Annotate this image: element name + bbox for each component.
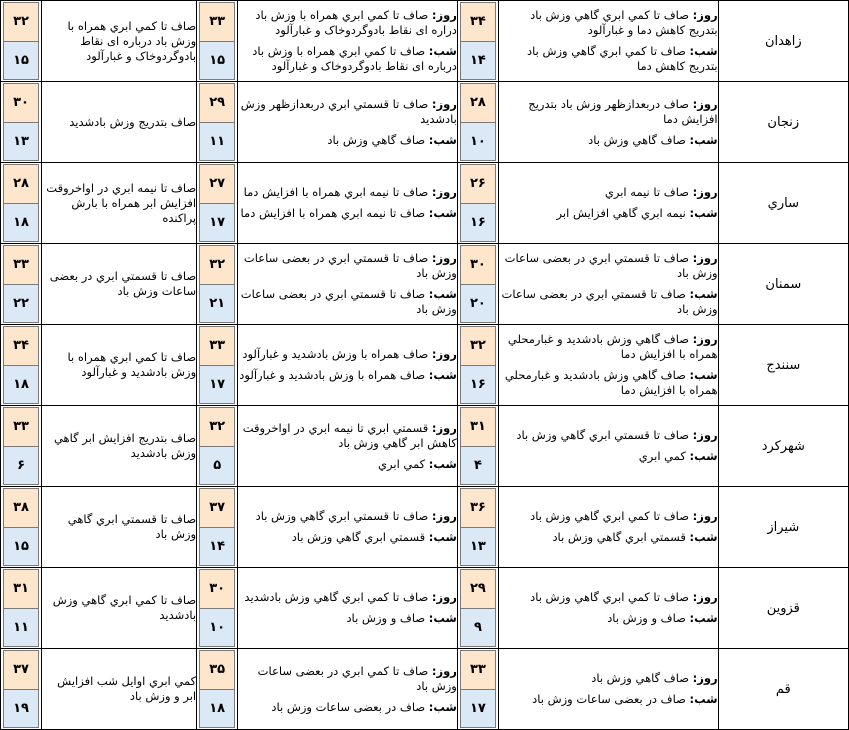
day2-forecast <box>238 406 458 487</box>
day1-day-text: صاف تا قسمتي ابري در بعضى ساعات وزش باد <box>504 251 718 280</box>
day-label: روز: <box>431 96 457 111</box>
day3-max-temp: ۳۱ <box>4 570 38 609</box>
day1-day-text: صاف تا کمي ابري گاهي وزش باد <box>530 590 689 604</box>
day2-temperatures <box>197 82 238 163</box>
day-label: روز: <box>431 8 457 22</box>
night-label: شب: <box>428 611 457 625</box>
day3-max-temp: ۳۴ <box>4 327 38 366</box>
day1-night-text: صاف گاهي وزش باد <box>588 132 686 147</box>
day1-night-text: قسمتي ابري گاهي وزش باد <box>552 530 686 544</box>
day1-temperatures <box>457 244 498 325</box>
day1-day-text: صاف تا کمي ابري گاهي وزش باد <box>530 509 689 523</box>
day2-max-temp: ۳۰ <box>200 570 234 609</box>
day2-day-text: صاف تا قسمتي ابري در بعضى ساعات وزش باد <box>243 251 457 280</box>
day1-max-temp: ۳۴ <box>461 3 495 42</box>
day1-temperatures <box>457 1 498 82</box>
day3-temperatures <box>1 568 42 649</box>
day-label: روز: <box>692 251 718 265</box>
day1-temperatures <box>457 487 498 568</box>
day1-night-period <box>499 611 718 626</box>
day2-min-temp: ۵ <box>200 447 234 485</box>
day3-min-temp: ۱۸ <box>4 366 38 404</box>
day1-night-period <box>499 692 718 707</box>
day-label: روز: <box>431 509 457 523</box>
city-name: شهرکرد <box>718 406 848 487</box>
day2-max-temp: ۲۹ <box>200 84 234 123</box>
day1-min-temp: ۱۶ <box>461 204 495 242</box>
day2-min-temp: ۱۷ <box>200 366 234 404</box>
day2-temperatures <box>197 163 238 244</box>
day1-day-period <box>499 428 718 443</box>
day1-min-temp: ۱۷ <box>461 690 495 728</box>
day2-day-period <box>238 8 457 38</box>
night-label: شب: <box>428 368 457 382</box>
day1-max-temp: ۳۳ <box>461 651 495 690</box>
day2-forecast <box>238 244 458 325</box>
day3-min-temp: ۱۹ <box>4 690 38 728</box>
day-label: روز: <box>692 590 718 604</box>
day2-forecast <box>238 487 458 568</box>
day3-max-temp: ۳۳ <box>4 408 38 447</box>
day2-temperatures <box>197 649 238 730</box>
day-label: روز: <box>692 671 718 685</box>
day1-night-period <box>499 368 718 398</box>
city-name: شيراز <box>718 487 848 568</box>
day2-forecast <box>238 568 458 649</box>
day1-min-temp: ۱۳ <box>461 528 495 566</box>
city-row <box>1 325 849 406</box>
day2-min-temp: ۱۱ <box>200 123 234 161</box>
day1-min-temp: ۹ <box>461 609 495 647</box>
day1-temperatures <box>457 568 498 649</box>
day3-forecast: صاف بتدريج افزايش ابر گاهي وزش بادشديد <box>42 406 197 487</box>
day1-day-period <box>499 97 718 127</box>
day2-min-temp: ۱۵ <box>200 42 234 80</box>
day2-day-text: صاف تا کمي ابري همراه با وزش باد دراره اى نقاط بادوگردوخاک و غبارآلود <box>255 8 457 37</box>
city-row <box>1 163 849 244</box>
day2-day-text: صاف تا نيمه ابري همراه با افزايش دما <box>243 185 429 199</box>
day2-day-text: صاف تا قسمتي ابري گاهي وزش باد <box>255 509 429 523</box>
day3-max-temp: ۳۰ <box>4 84 38 123</box>
day-label: روز: <box>431 663 457 678</box>
day2-forecast <box>238 1 458 82</box>
day1-max-temp: ۳۰ <box>461 246 495 285</box>
day2-max-temp: ۳۵ <box>200 651 234 690</box>
day3-forecast: صاف تا قسمتي ابري گاهي وزش باد <box>42 487 197 568</box>
day3-temperatures <box>1 649 42 730</box>
day2-night-period <box>238 457 457 472</box>
day1-temperatures <box>457 406 498 487</box>
night-label: شب: <box>689 206 718 220</box>
day2-night-period <box>238 287 457 317</box>
day1-night-text: صاف تا قسمتي ابري در بعضى ساعات وزش باد <box>501 287 718 316</box>
day-label: روز: <box>692 332 718 346</box>
day3-temperatures <box>1 325 42 406</box>
night-label: شب: <box>689 287 718 301</box>
day2-day-period <box>238 421 457 451</box>
day1-day-text: صاف تا نيمه ابري <box>604 185 689 199</box>
city-name: زنجان <box>718 82 848 163</box>
city-row <box>1 82 849 163</box>
day2-day-period <box>238 251 457 281</box>
night-label: شب: <box>428 206 457 220</box>
city-name: ساري <box>718 163 848 244</box>
city-name: سنندج <box>718 325 848 406</box>
day1-max-temp: ۳۲ <box>461 327 495 366</box>
day2-max-temp: ۳۲ <box>200 246 234 285</box>
night-label: شب: <box>428 44 457 58</box>
day3-temperatures <box>1 406 42 487</box>
day1-day-period <box>499 8 718 38</box>
night-label: شب: <box>689 530 718 544</box>
day2-min-temp: ۲۱ <box>200 285 234 323</box>
day2-temperatures <box>197 325 238 406</box>
day2-temperatures <box>197 1 238 82</box>
day2-day-period <box>238 347 457 362</box>
night-label: شب: <box>689 692 718 706</box>
night-label: شب: <box>428 530 457 544</box>
city-name: زاهدان <box>718 1 848 82</box>
day2-night-period <box>238 700 457 715</box>
day1-day-text: صاف دربعدازظهر وزش باد بتدريج افزايش دما <box>528 96 718 126</box>
day2-night-text: قسمتي ابري گاهي وزش باد <box>291 530 426 544</box>
day-label: روز: <box>431 590 457 604</box>
day1-day-period <box>499 590 718 605</box>
night-label: شب: <box>428 699 457 714</box>
day2-day-text: صاف تا کمي ابري در بعضى ساعات وزش باد <box>257 663 457 693</box>
day1-day-period <box>499 671 718 686</box>
day2-night-text: صاف و وزش باد <box>346 611 426 625</box>
day2-night-text: صاف گاهي وزش باد <box>327 132 426 147</box>
day2-max-temp: ۳۳ <box>200 3 234 42</box>
day1-day-period <box>499 185 718 200</box>
day2-night-period <box>238 44 457 74</box>
day1-forecast <box>498 487 718 568</box>
day2-max-temp: ۳۲ <box>200 408 234 447</box>
day2-night-text: صاف در بعضى ساعات وزش باد <box>271 699 426 714</box>
day1-day-text: صاف تا کمي ابري گاهي وزش باد بتدريج کاهش دما و غبارآلود <box>530 8 718 37</box>
day3-forecast: صاف تا نيمه ابري در اواخروقت افزايش ابر همراه با بارش پراکنده <box>42 163 197 244</box>
day2-night-period <box>238 368 457 383</box>
day1-temperatures <box>457 649 498 730</box>
day-label: روز: <box>431 347 457 361</box>
day2-min-temp: ۱۷ <box>200 204 234 242</box>
day1-forecast <box>498 406 718 487</box>
day2-forecast <box>238 325 458 406</box>
day2-forecast <box>238 649 458 730</box>
day2-min-temp: ۱۸ <box>200 690 234 728</box>
day1-night-period <box>499 287 718 317</box>
day2-max-temp: ۳۷ <box>200 489 234 528</box>
city-name: سمنان <box>718 244 848 325</box>
day1-max-temp: ۲۹ <box>461 570 495 609</box>
day2-max-temp: ۲۷ <box>200 165 234 204</box>
day1-temperatures <box>457 325 498 406</box>
day1-night-text: صاف در بعضى ساعات وزش باد <box>532 692 686 706</box>
night-label: شب: <box>689 368 718 382</box>
day2-temperatures <box>197 406 238 487</box>
day2-day-period <box>238 97 457 127</box>
day3-max-temp: ۳۷ <box>4 651 38 690</box>
day2-max-temp: ۳۳ <box>200 327 234 366</box>
day2-day-text: صاف تا قسمتي ابري دربعدازظهر وزش بادشديد <box>240 96 457 126</box>
day2-day-period <box>238 664 457 694</box>
day1-min-temp: ۱۴ <box>461 42 495 80</box>
day3-min-temp: ۲۲ <box>4 285 38 323</box>
city-row <box>1 568 849 649</box>
day1-min-temp: ۲۰ <box>461 285 495 323</box>
day1-forecast <box>498 82 718 163</box>
day2-temperatures <box>197 487 238 568</box>
night-label: شب: <box>428 287 457 301</box>
day2-night-text: صاف تا نيمه ابري همراه با افزايش دما <box>240 206 426 220</box>
day-label: روز: <box>431 185 457 199</box>
day1-max-temp: ۳۱ <box>461 408 495 447</box>
day2-day-period <box>238 590 457 605</box>
day1-day-period <box>499 332 718 362</box>
day1-forecast <box>498 1 718 82</box>
day2-forecast <box>238 163 458 244</box>
day3-temperatures <box>1 487 42 568</box>
day-label: روز: <box>692 185 718 199</box>
day3-max-temp: ۳۳ <box>4 246 38 285</box>
day2-night-period <box>238 530 457 545</box>
day2-night-text: صاف تا کمي ابري همراه با وزش باد درباره اى نقاط بادوگردوخاک و غبارآلود <box>252 44 457 73</box>
city-row <box>1 244 849 325</box>
day2-night-text: کمي ابري <box>378 456 426 471</box>
day3-max-temp: ۲۸ <box>4 165 38 204</box>
day2-night-period <box>238 206 457 221</box>
day1-night-text: صاف گاهي وزش بادشديد و غبارمحلي همراه با افزايش دما <box>504 368 718 397</box>
day1-night-period <box>499 530 718 545</box>
city-name: قزوين <box>718 568 848 649</box>
day1-day-text: صاف گاهي وزش بادشديد و غبارمحلي همراه با افزايش دما <box>507 332 718 361</box>
night-label: شب: <box>689 611 718 625</box>
day2-day-text: قسمتي ابري تا نيمه ابري در اواخروقت کاهش ابر گاهي وزش باد <box>242 420 457 450</box>
day3-forecast: صاف تا کمي ابري همراه با وزش باد درباره اى نقاط بادوگردوخاک و غبارآلود <box>42 1 197 82</box>
city-row <box>1 1 849 82</box>
city-row <box>1 487 849 568</box>
day1-forecast <box>498 325 718 406</box>
day1-max-temp: ۲۶ <box>461 165 495 204</box>
day1-min-temp: ۱۰ <box>461 123 495 161</box>
day2-forecast <box>238 82 458 163</box>
day3-forecast: صاف بتدريج وزش بادشديد <box>42 82 197 163</box>
day-label: روز: <box>692 96 718 111</box>
day1-min-temp: ۴ <box>461 447 495 485</box>
day1-night-text: صاف تا کمي ابري گاهي وزش باد بتدريج کاهش دما <box>526 44 718 73</box>
day1-night-period <box>499 133 718 148</box>
day1-day-period <box>499 509 718 524</box>
day3-forecast: صاف تا قسمتي ابري در بعضى ساعات وزش باد <box>42 244 197 325</box>
day1-night-period <box>499 206 718 221</box>
day1-max-temp: ۲۸ <box>461 84 495 123</box>
night-label: شب: <box>428 132 457 147</box>
day-label: روز: <box>431 420 457 435</box>
day3-min-temp: ۱۳ <box>4 123 38 161</box>
day1-day-text: صاف گاهي وزش باد <box>591 671 689 685</box>
day3-temperatures <box>1 82 42 163</box>
day-label: روز: <box>692 8 718 22</box>
forecast-body <box>1 1 849 730</box>
city-row <box>1 406 849 487</box>
night-label: شب: <box>689 132 718 147</box>
day1-day-period <box>499 251 718 281</box>
day1-min-temp: ۱۶ <box>461 366 495 404</box>
city-name: قم <box>718 649 848 730</box>
day3-max-temp: ۳۸ <box>4 489 38 528</box>
day2-day-text: صاف همراه با وزش بادشديد و غبارآلود <box>242 347 429 361</box>
day1-forecast <box>498 244 718 325</box>
day1-night-text: صاف و وزش باد <box>607 611 686 625</box>
day3-min-temp: ۱۱ <box>4 609 38 647</box>
day3-temperatures <box>1 1 42 82</box>
day2-night-period <box>238 133 457 148</box>
day3-min-temp: ۶ <box>4 447 38 485</box>
day3-forecast: صاف تا کمي ابري گاهي وزش بادشديد <box>42 568 197 649</box>
day1-forecast <box>498 568 718 649</box>
day3-forecast: کمي ابري اوايل شب افزايش ابر و وزش باد <box>42 649 197 730</box>
day3-max-temp: ۳۲ <box>4 3 38 42</box>
day3-min-temp: ۱۵ <box>4 42 38 80</box>
day-label: روز: <box>692 509 718 523</box>
night-label: شب: <box>428 456 457 471</box>
night-label: شب: <box>689 44 718 58</box>
day2-night-text: صاف تا قسمتي ابري در بعضى ساعات وزش باد <box>240 287 457 316</box>
day2-day-period <box>238 509 457 524</box>
day2-temperatures <box>197 568 238 649</box>
day-label: روز: <box>431 251 457 265</box>
day1-night-period <box>499 44 718 74</box>
day2-day-period <box>238 185 457 200</box>
day3-min-temp: ۱۵ <box>4 528 38 566</box>
day-label: روز: <box>692 428 718 442</box>
day1-temperatures <box>457 163 498 244</box>
day1-night-period <box>499 449 718 464</box>
day1-day-text: صاف تا قسمتي ابري گاهي وزش باد <box>516 428 689 442</box>
day2-night-period <box>238 611 457 626</box>
day2-min-temp: ۱۰ <box>200 609 234 647</box>
day1-forecast <box>498 163 718 244</box>
day3-forecast: صاف تا کمي ابري همراه با وزش بادشديد و غبارآلود <box>42 325 197 406</box>
day2-temperatures <box>197 244 238 325</box>
day1-night-text: کمي ابري <box>638 449 686 463</box>
day1-forecast <box>498 649 718 730</box>
day1-temperatures <box>457 82 498 163</box>
day3-min-temp: ۱۸ <box>4 204 38 242</box>
day1-max-temp: ۳۶ <box>461 489 495 528</box>
day3-temperatures <box>1 244 42 325</box>
day1-night-text: نيمه ابري گاهي افزايش ابر <box>556 206 686 220</box>
day2-min-temp: ۱۴ <box>200 528 234 566</box>
day2-day-text: صاف تا کمي ابري گاهي وزش بادشديد <box>244 590 429 604</box>
day3-temperatures <box>1 163 42 244</box>
day2-night-text: صاف همراه با وزش بادشديد و غبارآلود <box>239 368 426 382</box>
city-row <box>1 649 849 730</box>
night-label: شب: <box>689 449 718 463</box>
